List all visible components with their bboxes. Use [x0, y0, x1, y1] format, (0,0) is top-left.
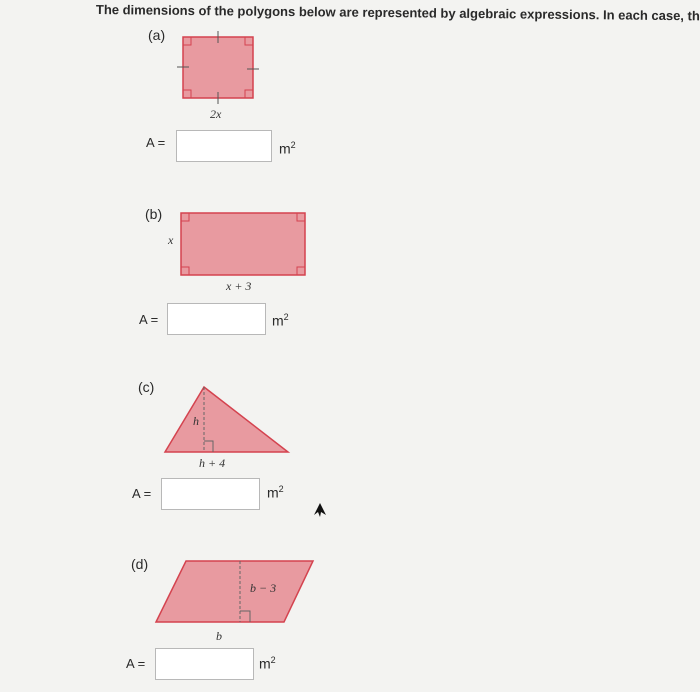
- unit-d: $m^2$: [259, 655, 276, 672]
- area-label-d: A =: [126, 656, 146, 671]
- area-label-b: A =: [139, 312, 159, 327]
- area-label-a: A =: [146, 135, 166, 150]
- dim-label-d-height: b − 3: [250, 581, 277, 595]
- triangle-figure: [165, 387, 288, 470]
- part-a-label: (a): [148, 27, 166, 43]
- part-c-label: (c): [138, 379, 155, 395]
- dim-label-a-side: 2x: [210, 107, 222, 121]
- part-b-label: (b): [145, 206, 163, 222]
- square-figure: [177, 31, 259, 121]
- mouse-pointer-icon: [313, 502, 327, 523]
- answer-input-b[interactable]: [167, 303, 266, 335]
- area-label-c: A =: [132, 486, 152, 501]
- unit-c: $m^2$: [267, 484, 284, 501]
- unit-b: $m^2$: [272, 312, 289, 329]
- dim-label-d-base: b: [216, 629, 222, 643]
- answer-input-a[interactable]: [176, 130, 272, 162]
- instructions-text: The dimensions of the polygons below are represented by algebraic expressions. In each case, th: [95, 2, 700, 24]
- dim-label-b-height: x: [168, 233, 174, 247]
- dim-label-b-width: x + 3: [226, 279, 252, 293]
- dim-label-c-base: h + 4: [199, 456, 226, 470]
- answer-input-c[interactable]: [161, 478, 260, 510]
- dim-label-c-height: h: [193, 414, 199, 428]
- part-d-label: (d): [131, 556, 149, 572]
- unit-a: $m^2$: [279, 140, 296, 157]
- rectangle-figure: [167, 213, 305, 293]
- answer-input-d[interactable]: [155, 648, 254, 680]
- parallelogram-figure: [156, 561, 313, 643]
